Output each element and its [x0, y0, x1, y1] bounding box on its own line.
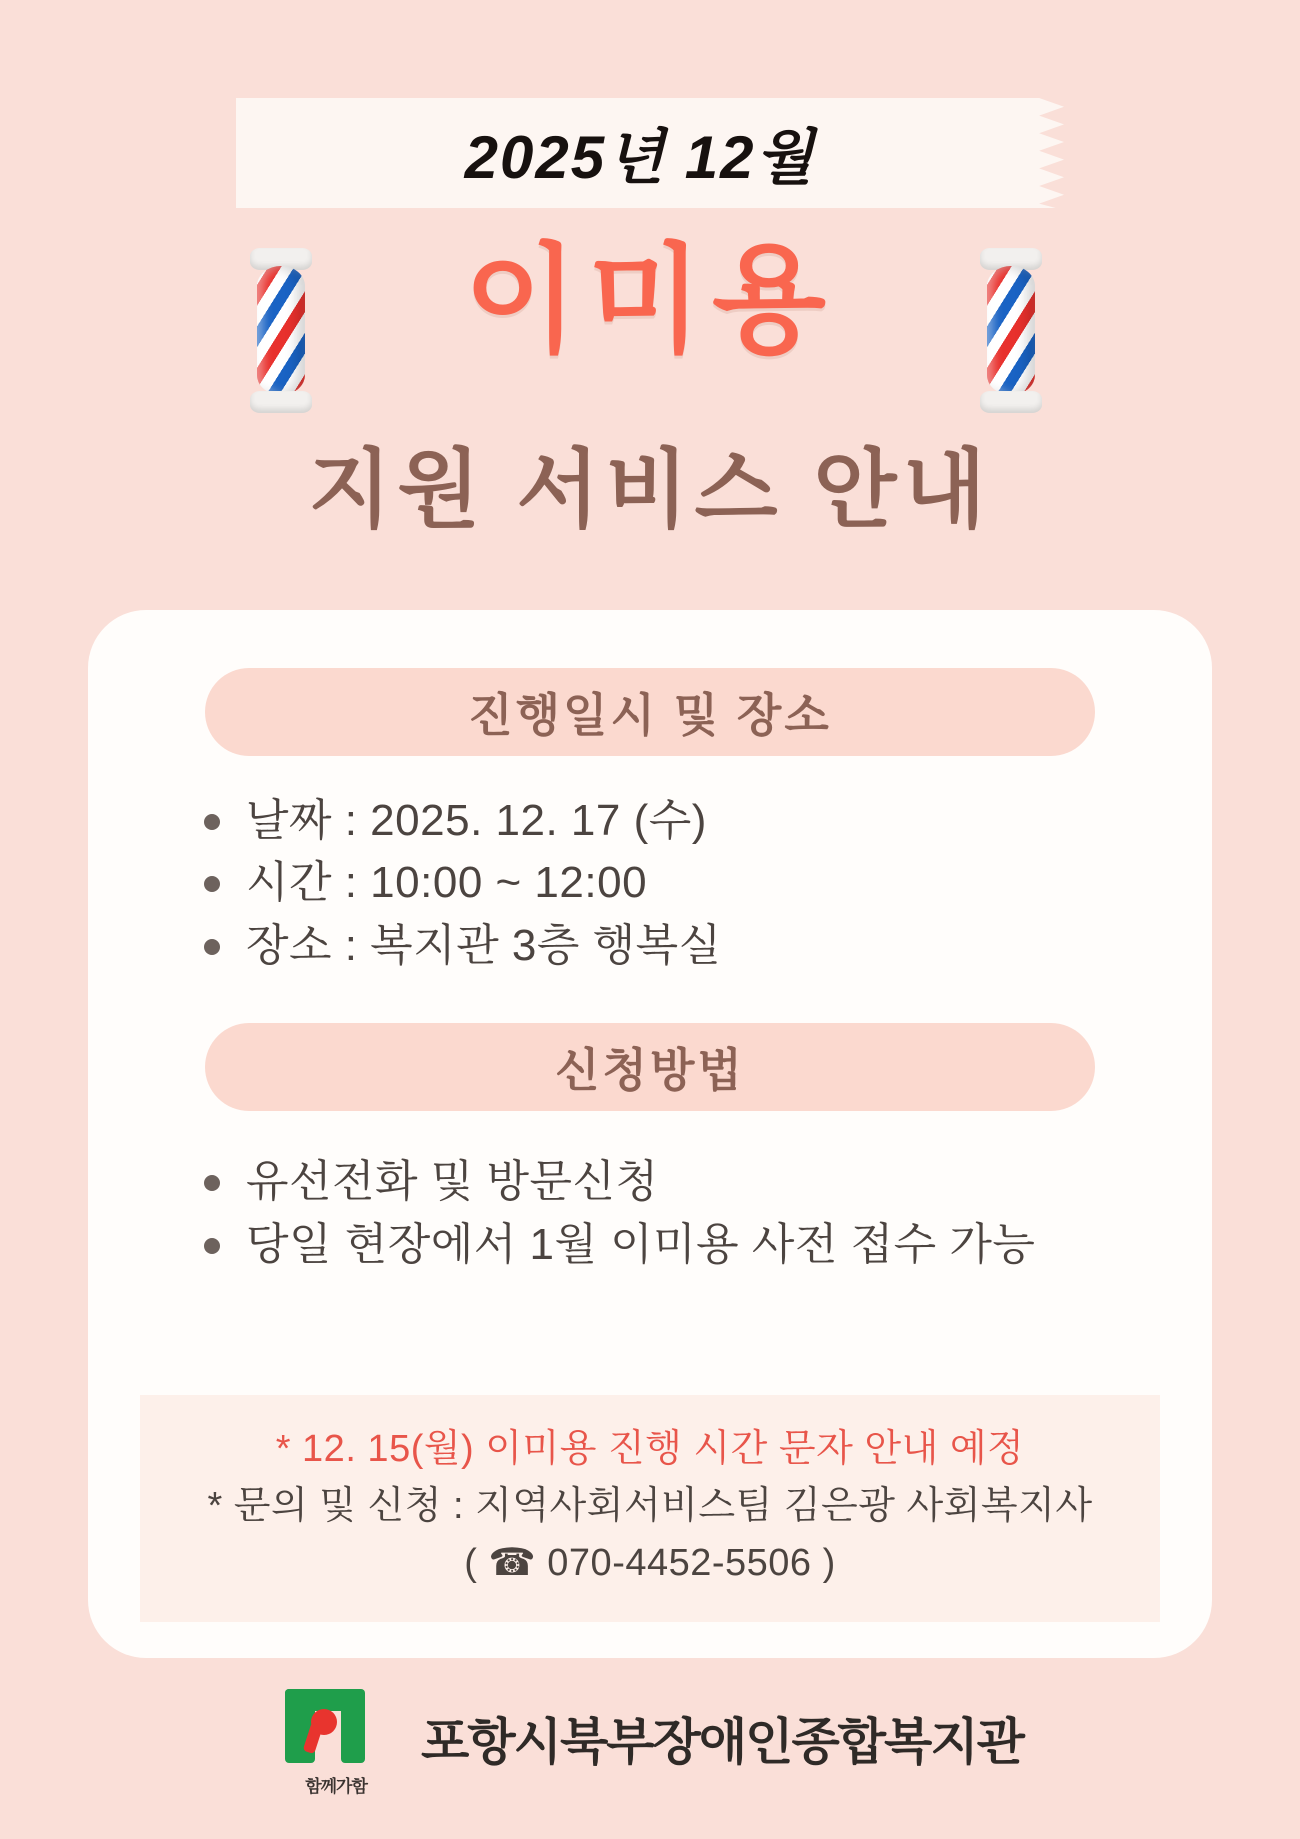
logo-caption: 함께가함	[305, 1777, 367, 1796]
note-line-contact: * 문의 및 신청 : 지역사회서비스팀 김은광 사회복지사	[207, 1485, 1093, 1527]
schedule-list	[198, 790, 1212, 977]
list-item: 당일 현장에서 1월 이미용 사전 접수 가능	[198, 1214, 1212, 1276]
pole-cap-bottom	[250, 391, 312, 413]
page-subtitle: 지원 서비스 안내	[308, 442, 992, 538]
section-heading-apply: 신청방법	[205, 1023, 1095, 1111]
notes-box	[140, 1395, 1160, 1622]
organization-logo-icon	[277, 1679, 395, 1797]
apply-list	[198, 1151, 1212, 1276]
list-item: 유선전화 및 방문신청	[198, 1151, 1212, 1213]
footer	[0, 1679, 1300, 1797]
note-line-phone: ( ☎ 070-4452-5506 )	[464, 1542, 836, 1584]
logo-shape-3	[341, 1689, 365, 1763]
list-item: 날짜 : 2025. 12. 17 (수)	[198, 790, 1212, 852]
content-card	[88, 610, 1212, 1658]
pole-cap-bottom	[980, 391, 1042, 413]
section-heading-schedule: 진행일시 및 장소	[205, 668, 1095, 756]
organization-name: 포항시북부장애인종합복지관	[421, 1714, 1023, 1770]
page-title: 이미용	[464, 235, 836, 367]
note-line-sms: * 12. 15(월) 이미용 진행 시간 문자 안내 예정	[275, 1428, 1025, 1470]
ribbon-label: 2025년 12월	[464, 124, 816, 191]
date-ribbon	[236, 98, 1064, 208]
list-item: 시간 : 10:00 ~ 12:00	[198, 852, 1212, 914]
list-item: 장소 : 복지관 3층 행복실	[198, 915, 1212, 977]
